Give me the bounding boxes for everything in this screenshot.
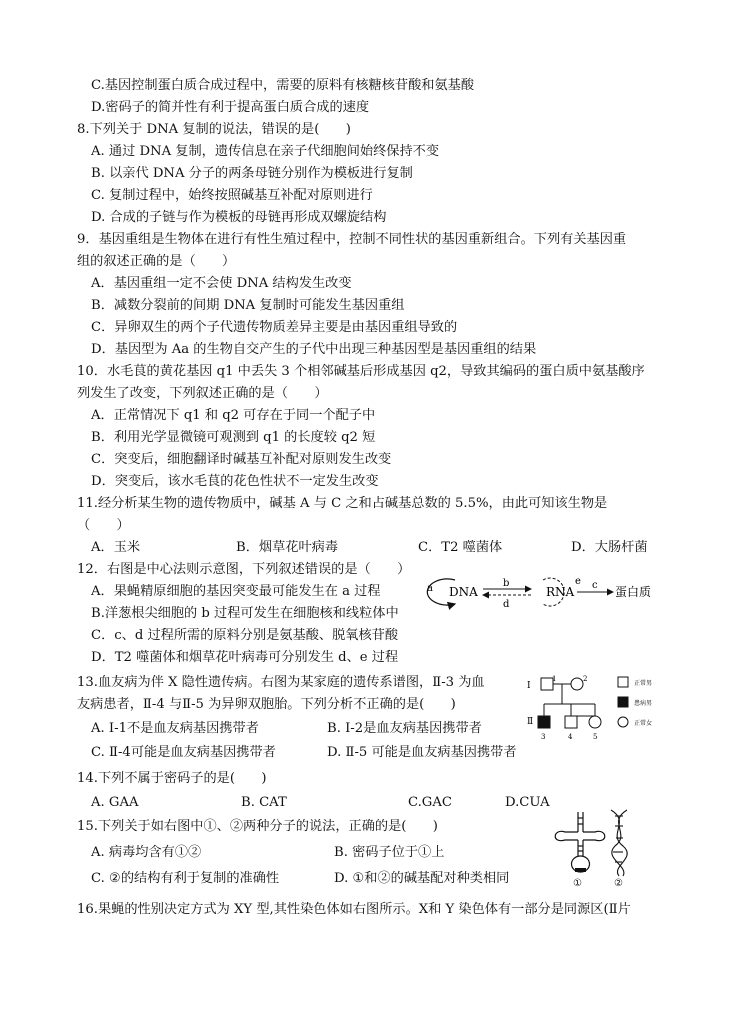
dna-helix-icon [611, 810, 627, 876]
label-n5: 5 [593, 733, 598, 741]
q13-option-d: D. Ⅱ-5 可能是血友病基因携带者 [327, 745, 517, 760]
label-molecule-2: ② [614, 878, 623, 888]
q10-option-b: B．利用光学显微镜可观测到 q1 的长度较 q2 短 [91, 430, 376, 445]
q14-option-d: D.CUA [505, 795, 550, 810]
individual-II-3 [538, 716, 550, 728]
q15-stem: 15.下列关于如右图中①、②两种分子的说法，正确的是( ) [77, 819, 438, 834]
generation-1-label: Ⅰ [527, 681, 531, 691]
label-d: d [503, 599, 510, 610]
label-e: e [575, 576, 581, 587]
q15-option-c: C. ②的结构有利于复制的准确性 [91, 871, 280, 886]
legend-normal-female-icon [618, 717, 628, 727]
q7-option-c: C.基因控制蛋白质合成过程中，需要的原料有核糖核苷酸和氨基酸 [91, 78, 475, 93]
q13-option-b: B. Ⅰ-2是血友病基因携带者 [327, 721, 482, 736]
label-a: a [427, 583, 433, 594]
label-molecule-1: ① [573, 878, 582, 888]
label-n1: 1 [552, 675, 557, 683]
legend-normal-male-icon [618, 677, 628, 687]
q13-stem-line2: 友病患者，Ⅱ-4 与Ⅱ-5 为异卵双胞胎。下列分析不正确的是( ) [77, 697, 456, 712]
q8-option-c: C. 复制过程中，始终按照碱基互补配对原则进行 [91, 188, 373, 203]
q11-option-a: A．玉米 [91, 540, 141, 555]
label-n2: 2 [583, 675, 588, 683]
dna-label: DNA [449, 585, 478, 599]
q10-stem-line2: 列发生了改变，下列叙述正确的是（ ） [77, 386, 328, 401]
q15-option-a: A. 病毒均含有①② [91, 845, 202, 860]
q11-stem-line2: （ ） [77, 518, 130, 533]
q14-option-c: C.GAC [408, 795, 452, 810]
legend-affected-male: 患病男 [634, 700, 653, 707]
q15-option-d: D. ①和②的碱基配对种类相同 [334, 871, 510, 886]
q14-stem: 14.下列不属于密码子的是( ) [77, 771, 267, 786]
q9-stem-line2: 组的叙述正确的是（ ） [77, 254, 236, 269]
individual-II-4 [565, 716, 577, 728]
q9-option-d: D．基因型为 Aa 的生物自交产生的子代中出现三种基因型是基因重组的结果 [91, 342, 537, 357]
label-c: c [592, 580, 598, 591]
q12-option-d: D．T2 噬菌体和烟草花叶病毒可分别发生 d、e 过程 [91, 650, 399, 665]
q16-stem: 16.果蝇的性别决定方式为 XY 型,其性染色体如右图所示。X和 Y 染色体有一部分是同源区(Ⅱ片 [77, 902, 631, 917]
generation-2-label: Ⅱ [527, 717, 534, 727]
legend-normal-female: 正常女 [634, 720, 653, 727]
q9-option-c: C．异卵双生的两个子代遗传物质差异主要是由基因重组导致的 [91, 320, 458, 335]
q9-stem-line1: 9．基因重组是生物体在进行有性生殖过程中，控制不同性状的基因重新组合。下列有关基因重 [77, 232, 627, 247]
trna-icon [555, 812, 605, 872]
protein-label: 蛋白质 [615, 585, 652, 599]
legend-affected-male-icon [618, 697, 628, 707]
q9-option-b: B．减数分裂前的间期 DNA 复制时可能发生基因重组 [91, 298, 405, 313]
q14-option-b: B. CAT [241, 795, 287, 810]
q7-option-d: D.密码子的简并性有利于提高蛋白质合成的速度 [91, 100, 370, 115]
q11-option-c: C．T2 噬菌体 [418, 540, 503, 555]
rna-label: RNA [546, 585, 575, 599]
q15-option-b: B. 密码子位于①上 [334, 845, 445, 860]
pedigree-chart [527, 672, 662, 744]
q11-option-b: B．烟草花叶病毒 [236, 540, 339, 555]
molecule-figure [545, 808, 635, 888]
central-dogma-diagram [425, 572, 670, 622]
q11-stem-line1: 11.经分析某生物的遗传物质中，碱基 A 与 C 之和占碱基总数的 5.5%，由此可知该生物是 [77, 496, 608, 511]
q8-option-a: A. 通过 DNA 复制，遗传信息在亲子代细胞间始终保持不变 [91, 144, 440, 159]
q8-option-d: D. 合成的子链与作为模板的母链再形成双螺旋结构 [91, 210, 387, 225]
q12-stem: 12．右图是中心法则示意图，下列叙述错误的是（ ） [77, 562, 411, 577]
q8-option-b: B. 以亲代 DNA 分子的两条母链分别作为模板进行复制 [91, 166, 413, 181]
individual-I-2 [571, 678, 583, 690]
q9-option-a: A．基因重组一定不会使 DNA 结构发生改变 [91, 276, 352, 291]
q11-option-d: D．大肠杆菌 [571, 540, 648, 555]
label-n4: 4 [568, 733, 573, 741]
q8-stem: 8.下列关于 DNA 复制的说法，错误的是( ) [77, 122, 351, 137]
label-n3: 3 [541, 733, 546, 741]
q13-option-a: A. Ⅰ-1不是血友病基因携带者 [91, 721, 259, 736]
q12-option-c: C．c、d 过程所需的原料分别是氨基酸、脱氧核苷酸 [91, 628, 399, 643]
q10-option-d: D．突变后，该水毛茛的花色性状不一定发生改变 [91, 474, 379, 489]
q10-option-c: C．突变后，细胞翻译时碱基互补配对原则发生改变 [91, 452, 392, 467]
individual-II-5 [589, 716, 601, 728]
q12-option-b: B.洋葱根尖细胞的 b 过程可发生在细胞核和线粒体中 [91, 606, 399, 621]
label-b: b [503, 578, 510, 589]
q12-option-a: A．果蝇精原细胞的基因突变最可能发生在 a 过程 [91, 584, 381, 599]
q10-option-a: A．正常情况下 q1 和 q2 可存在于同一个配子中 [91, 408, 376, 423]
q10-stem-line1: 10．水毛茛的黄花基因 q1 中丢失 3 个相邻碱基后形成基因 q2，导致其编码的蛋白质中氨基酸序 [77, 364, 645, 379]
q14-option-a: A. GAA [91, 795, 139, 810]
legend-normal-male: 正常男 [634, 680, 653, 687]
q13-stem-line1: 13.血友病为伴 X 隐性遗传病。右图为某家庭的遗传系谱图，Ⅱ-3 为血 [77, 675, 485, 690]
q13-option-c: C. Ⅱ-4可能是血友病基因携带者 [91, 745, 276, 760]
